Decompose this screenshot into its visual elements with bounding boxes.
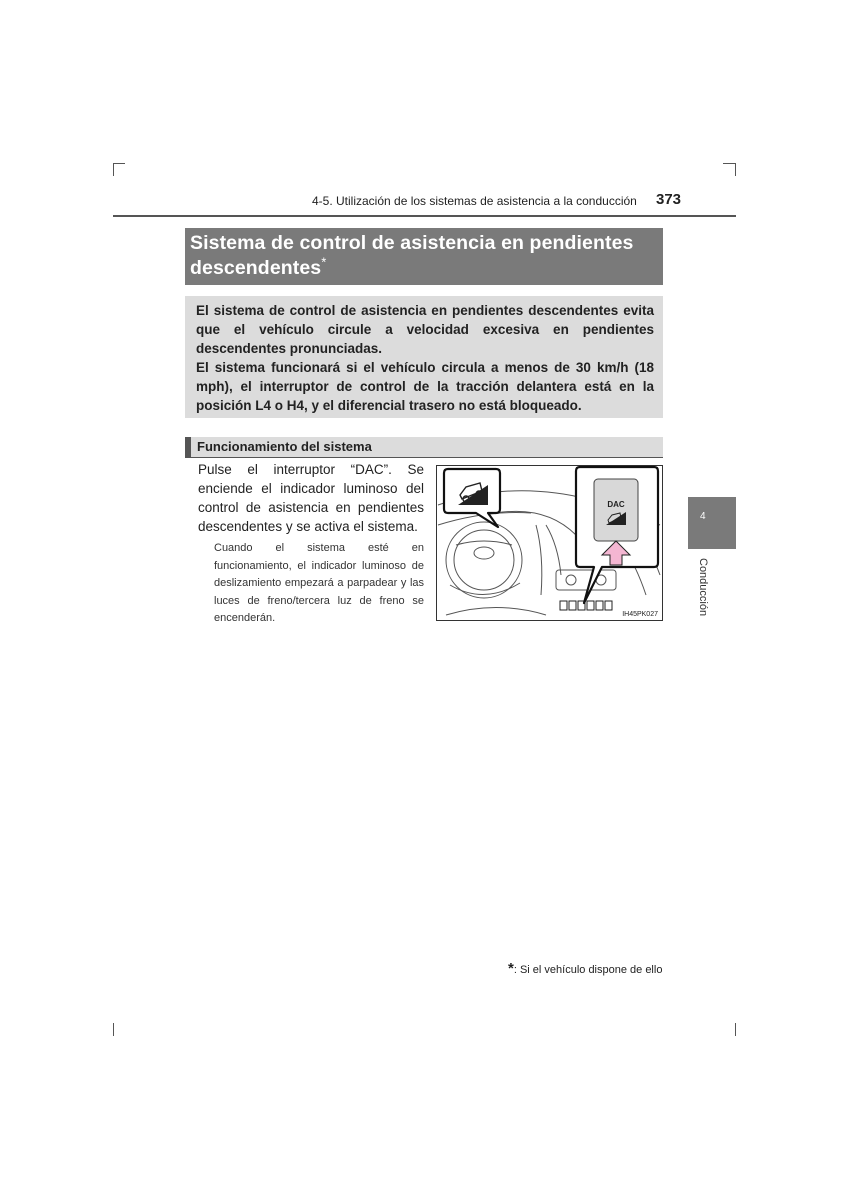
header-rule (113, 215, 736, 217)
title-asterisk: * (321, 254, 327, 270)
footnote-asterisk: * (508, 960, 514, 977)
section-heading-label: Funcionamiento del sistema (197, 439, 372, 454)
instruction-text: Pulse el interruptor “DAC”. Se enciende el indicador luminoso del control de asistencia en pendientes descendentes y se activa el sistema. (198, 462, 424, 534)
section-heading-bar (185, 437, 191, 457)
chapter-label: Conducción (697, 558, 709, 617)
summary-box (185, 296, 663, 418)
illustration-code: IH45PK027 (622, 611, 658, 618)
page-title-box (185, 228, 663, 285)
page-number: 373 (656, 191, 682, 208)
footnote (508, 960, 662, 977)
summary-paragraph-1: El sistema de control de asistencia en pendientes descendentes evita que el vehículo circule a velocidad excesiva en pendientes descendentes pronunciadas. (196, 303, 654, 356)
chapter-number: 4 (700, 511, 706, 522)
summary-paragraph-2: El sistema funcionará si el vehículo circula a menos de 30 km/h (18 mph), el interruptor de control de la tracción delantera está en la posición L4 o H4, y el diferencial trasero no está bloqueado. (196, 360, 654, 413)
crop-mark-bottom-right (735, 1023, 736, 1036)
instruction-note: Cuando el sistema esté en funcionamiento, el indicador luminoso de deslizamiento empezará a parpadear y las luces de freno/tercera luz de freno se encenderán. (214, 542, 424, 624)
running-header: 4-5. Utilización de los sistemas de asistencia a la conducción (312, 194, 637, 208)
footnote-text: : Si el vehículo dispone de ello (513, 964, 663, 976)
crop-mark-top-right-v (735, 163, 736, 176)
crop-mark-top-left-h (113, 163, 125, 164)
crop-mark-top-left-v (113, 163, 114, 176)
section-heading (185, 437, 663, 457)
page-title-line2: descendentes (190, 257, 322, 279)
crop-mark-bottom-left (113, 1023, 114, 1036)
chapter-tab (688, 497, 736, 549)
dac-button-label: DAC (607, 500, 625, 509)
section-rule (185, 457, 663, 458)
page-title-line1: Sistema de control de asistencia en pendientes (190, 232, 634, 254)
page-title (190, 231, 634, 281)
dashboard-illustration (436, 465, 663, 621)
